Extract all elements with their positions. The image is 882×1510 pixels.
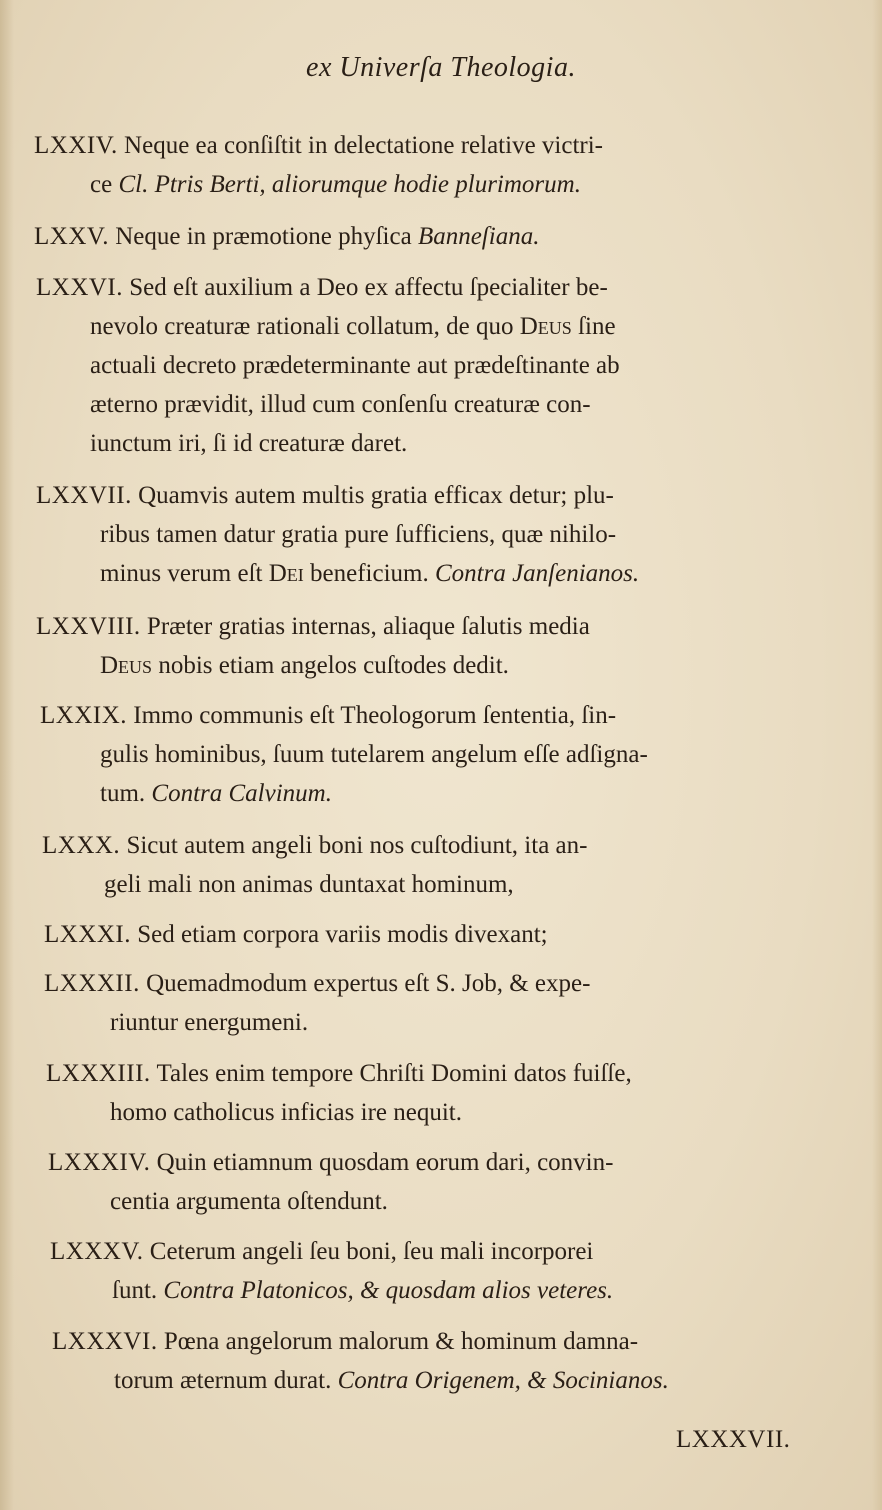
thesis-text: Sed etiam corpora variis modis divexant; [137,921,548,948]
thesis-text: Immo communis eſt Theologorum ſententia, ſin- [133,702,617,729]
italic-citation: Banneſiana. [417,223,540,250]
thesis-text: ſunt. [112,1277,164,1304]
thesis-entry [50,1232,613,1310]
small-caps-word: Deus [100,652,153,679]
italic-citation: Contra Platonicos, & quosdam alios veteres. [163,1277,614,1304]
thesis-text: Tales enim tempore Chriſti Domini datos fuiſſe, [156,1060,632,1087]
thesis-text: Neque in præmotione phyſica [115,223,418,250]
thesis-text: Præter gratias internas, aliaque ſalutis media [146,613,590,640]
thesis-continuation [114,1361,669,1400]
italic-citation: Contra Janſenianos. [434,560,640,587]
thesis-text: Quemadmodum expertus eſt S. Job, & expe- [146,970,591,997]
thesis-number: LXXXV. [50,1238,144,1265]
thesis-continuation: iunctum iri, ſi id creaturæ daret. [90,430,408,457]
thesis-number: LXXV. [34,223,109,250]
thesis-continuation: centia argumenta oſtendunt. [110,1188,388,1215]
thesis-continuation [100,774,648,813]
thesis-number: LXXVIII. [36,613,141,640]
thesis-text: nobis etiam angelos cuſtodes dedit. [152,652,509,679]
thesis-text: torum æternum durat. [114,1367,338,1394]
italic-citation: Contra Calvinum. [151,780,332,807]
thesis-continuation: æterno prævidit, illud cum conſenſu creaturæ con- [90,391,591,418]
thesis-text: Neque ea conſiſtit in delectatione relative victri- [124,132,604,159]
thesis-text: Quin etiamnum quosdam eorum dari, convin- [156,1149,614,1176]
thesis-text: tum. [100,780,152,807]
thesis-continuation: ribus tamen datur gratia pure ſufficiens, quæ nihilo- [100,521,617,548]
thesis-number: LXXXII. [44,970,140,997]
catchword: LXXXVII. [676,1426,791,1453]
thesis-text: ce [90,171,119,198]
thesis-continuation [90,165,603,204]
thesis-entry [36,476,639,593]
thesis-text: Pœna angelorum malorum & hominum damna- [163,1328,639,1355]
thesis-text: nevolo creaturæ rationali collatum, de quo [90,313,520,340]
thesis-text: Sicut autem angeli boni nos cuſtodiunt, ita an- [126,832,588,859]
thesis-number: LXXX. [42,832,121,859]
thesis-continuation: geli mali non animas duntaxat hominum, [104,871,514,898]
small-caps-word: Dei [268,560,304,587]
thesis-continuation [100,554,639,593]
thesis-continuation [112,1271,613,1310]
thesis-continuation: actuali decreto prædeterminante aut prædeſtinante ab [90,352,620,379]
thesis-continuation [90,307,620,346]
small-caps-word: Deus [519,313,572,340]
thesis-entry [34,217,539,256]
thesis-number: LXXXI. [44,921,132,948]
thesis-number: LXXVI. [36,274,124,301]
italic-citation: Contra Origenem, & Socinianos. [337,1367,669,1394]
thesis-entry [34,126,603,204]
page-left-edge [0,0,14,1510]
thesis-text: beneficium. [303,560,435,587]
thesis-continuation: homo catholicus inficias ire nequit. [110,1099,462,1126]
thesis-continuation: gulis hominibus, ſuum tutelarem angelum eſſe adſigna- [100,741,648,768]
thesis-entry [46,1054,632,1132]
thesis-number: LXXXVI. [52,1328,158,1355]
thesis-number: LXXXIII. [46,1060,151,1087]
thesis-number: LXXVII. [36,482,132,509]
thesis-text: minus verum eſt [100,560,269,587]
thesis-text: ſine [571,313,616,340]
thesis-number: LXXIX. [40,702,128,729]
thesis-entry [36,268,620,463]
running-head: ex Univerſa Theologia. [306,52,576,83]
thesis-entry [44,915,548,954]
thesis-number: LXXIV. [34,132,118,159]
thesis-entry [36,607,590,685]
italic-citation: Cl. Ptris Berti, aliorumque hodie plurimorum. [118,171,581,198]
thesis-continuation: riuntur energumeni. [110,1009,309,1036]
thesis-text: Sed eſt auxilium a Deo ex affectu ſpecialiter be- [129,274,608,301]
thesis-number: LXXXIV. [48,1149,151,1176]
thesis-entry [48,1143,613,1221]
thesis-entry [44,964,590,1042]
thesis-continuation [100,646,590,685]
thesis-entry [40,696,648,813]
thesis-text: Quamvis autem multis gratia efficax detur; plu- [138,482,614,509]
page-right-edge [872,0,882,1510]
thesis-entry [42,826,587,904]
thesis-text: Ceterum angeli ſeu boni, ſeu mali incorporei [149,1238,594,1265]
thesis-entry [52,1322,669,1400]
